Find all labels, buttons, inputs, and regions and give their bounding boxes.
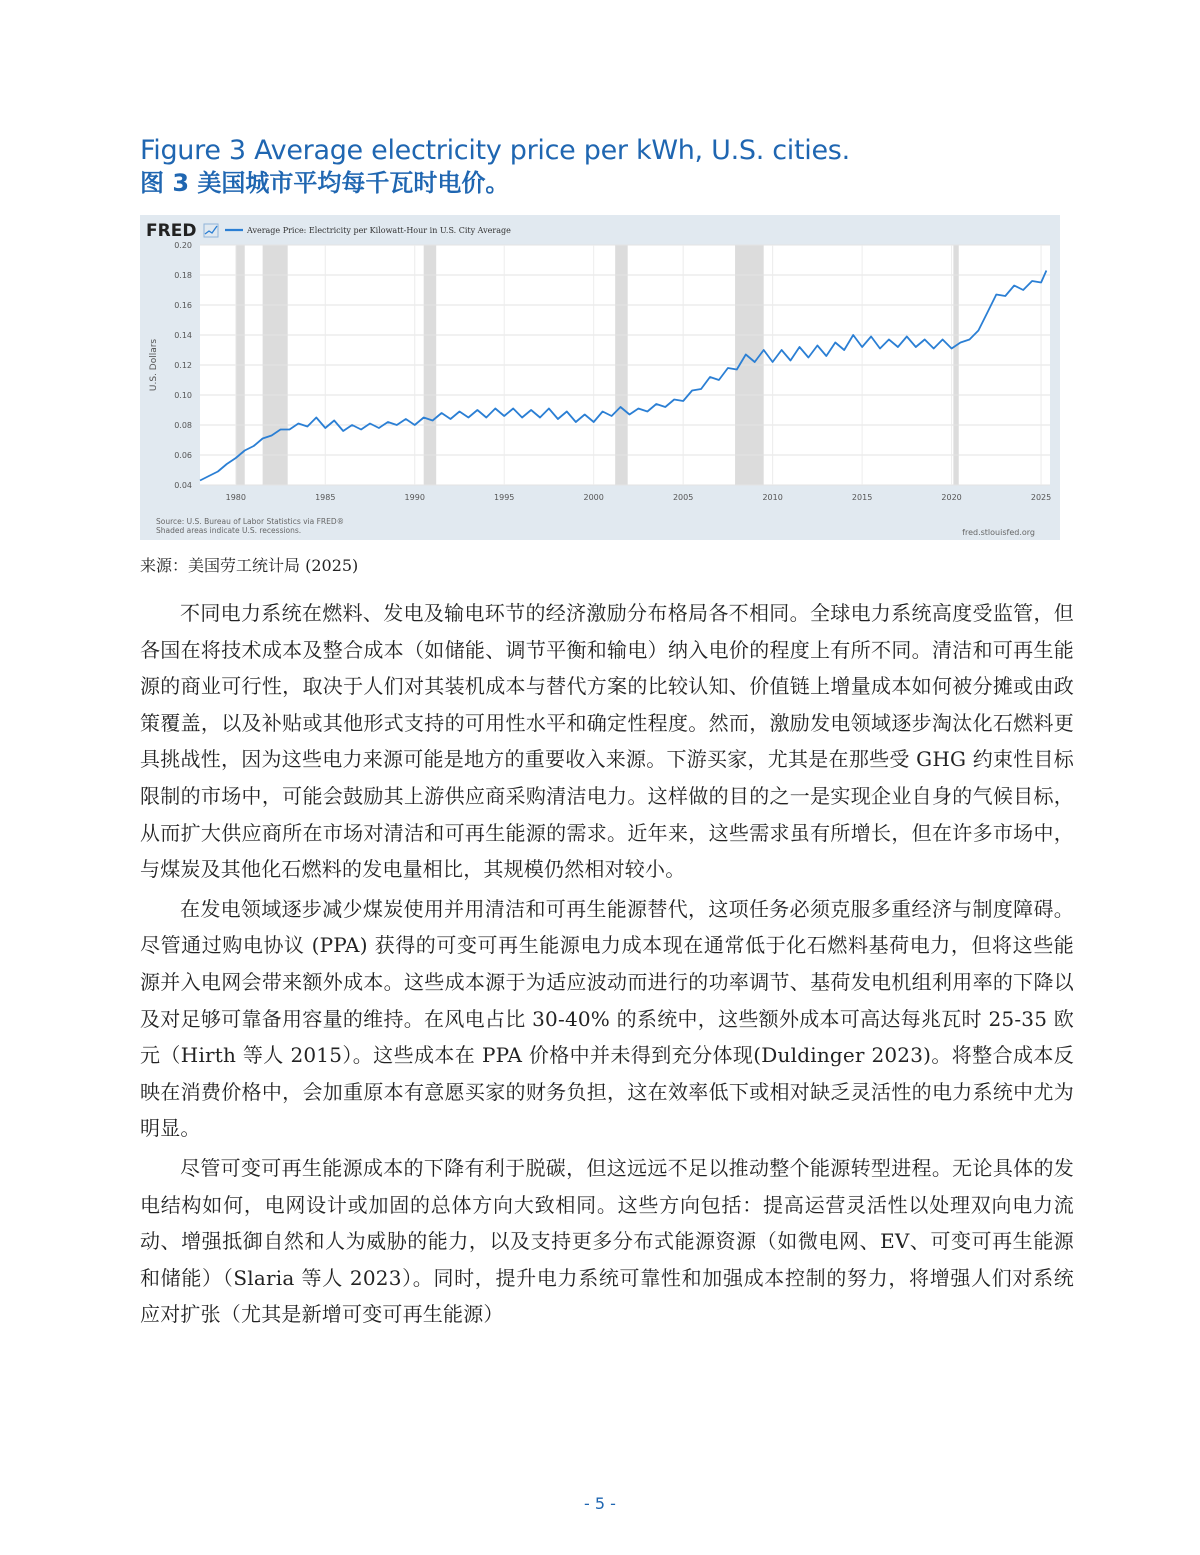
paragraph-1: 不同电力系统在燃料、发电及输电环节的经济激励分布格局各不相同。全球电力系统高度受监管，但各国在将技术成本及整合成本（如储能、调节平衡和输电）纳入电价的程度上有所不同。清洁和可再生能源的商业可行性，取决于人们对其装机成本与替代方案的比较认知、价值链上增量成本如何被分摊或由政策覆盖，以及补贴或其他形式支持的可用性水平和确定性程度。然而，激励发电领域逐步淘汰化石燃料更具挑战性，因为这些电力来源可能是地方的重要收入来源。下游买家，尤其是在那些受 GHG 约束性目标限制的市场中，可能会鼓励其上游供应商采购清洁电力。这样做的目的之一是实现企业自身的气候目标，从而扩大供应商所在市场对清洁和可再生能源的需求。近年来，这些需求虽有所增长，但在许多市场中，与煤炭及其他化石燃料的发电量相比，其规模仍然相对较小。 (140, 601, 1074, 882)
x-tick-label: 2020 (941, 493, 962, 502)
chart-recession-note: Shaded areas indicate U.S. recessions. (156, 526, 302, 535)
paragraph-3: 尽管可变可再生能源成本的下降有利于脱碳，但这远远不足以推动整个能源转型进程。无论具体的发电结构如何，电网设计或加固的总体方向大致相同。这些方向包括：提高运营灵活性以处理双向电力流动、增强抵御自然和人为威胁的能力，以及支持更多分布式能源资源（如微电网、EV、可变可再生能源和储能）（Slaria 等人 2023）。同时，提升电力系统可靠性和加强成本控制的努力，将增强人们对系统应对扩张（尤其是新增可变可再生能源） (140, 1155, 1074, 1327)
figure-title-en: Figure 3 Average electricity price per kWh, U.S. cities. (140, 135, 850, 166)
chart-svg (140, 215, 1060, 540)
y-tick-label: 0.08 (174, 421, 192, 430)
y-axis-label: U.S. Dollars (149, 338, 159, 392)
x-tick-label: 1990 (404, 493, 425, 502)
fred-chart (140, 215, 1060, 540)
source-caption: 来源：美国劳工统计局 (2025) (140, 556, 359, 575)
chart-url: fred.stlouisfed.org (962, 528, 1035, 537)
legend-label: Average Price: Electricity per Kilowatt-Hour in U.S. City Average (247, 226, 511, 235)
y-tick-label: 0.16 (174, 301, 192, 310)
x-tick-label: 1985 (315, 493, 336, 502)
body-text (140, 595, 1074, 1333)
figure-title-zh: 图 3 美国城市平均每千瓦时电价。 (140, 169, 510, 197)
y-tick-label: 0.18 (174, 271, 192, 280)
fred-logo-icon (204, 224, 218, 237)
y-tick-label: 0.12 (174, 361, 192, 370)
y-tick-label: 0.10 (174, 391, 192, 400)
x-tick-label: 2005 (672, 493, 694, 502)
y-tick-label: 0.14 (174, 331, 192, 340)
figure-title (140, 134, 850, 200)
page-number: - 5 - (584, 1494, 616, 1513)
x-tick-label: 2010 (762, 493, 783, 502)
fred-logo: FRED (146, 221, 197, 241)
x-tick-label: 2025 (1030, 493, 1052, 502)
x-tick-label: 2015 (851, 493, 873, 502)
y-tick-label: 0.06 (174, 451, 192, 460)
paragraph-2: 在发电领域逐步减少煤炭使用并用清洁和可再生能源替代，这项任务必须克服多重经济与制度障碍。尽管通过购电协议 (PPA) 获得的可变可再生能源电力成本现在通常低于化石燃料基荷电力，但将这些能源并入电网会带来额外成本。这些成本源于为适应波动而进行的功率调节、基荷发电机组利用率的下降以及对足够可靠备用容量的维持。在风电占比 30-40% 的系统中，这些额外成本可高达每兆瓦时 25-35 欧元（Hirth 等人 2015）。这些成本在 PPA 价格中并未得到充分体现(Duldinger 2023)。将整合成本反映在消费价格中，会加重原本有意愿买家的财务负担，这在效率低下或相对缺乏灵活性的电力系统中尤为明显。 (140, 896, 1074, 1141)
x-tick-label: 2000 (583, 493, 604, 502)
x-tick-label: 1995 (494, 493, 515, 502)
chart-source: Source: U.S. Bureau of Labor Statistics via FRED® (156, 517, 345, 526)
x-tick-label: 1980 (225, 493, 246, 502)
y-tick-label: 0.20 (174, 241, 192, 250)
y-tick-label: 0.04 (174, 481, 192, 490)
